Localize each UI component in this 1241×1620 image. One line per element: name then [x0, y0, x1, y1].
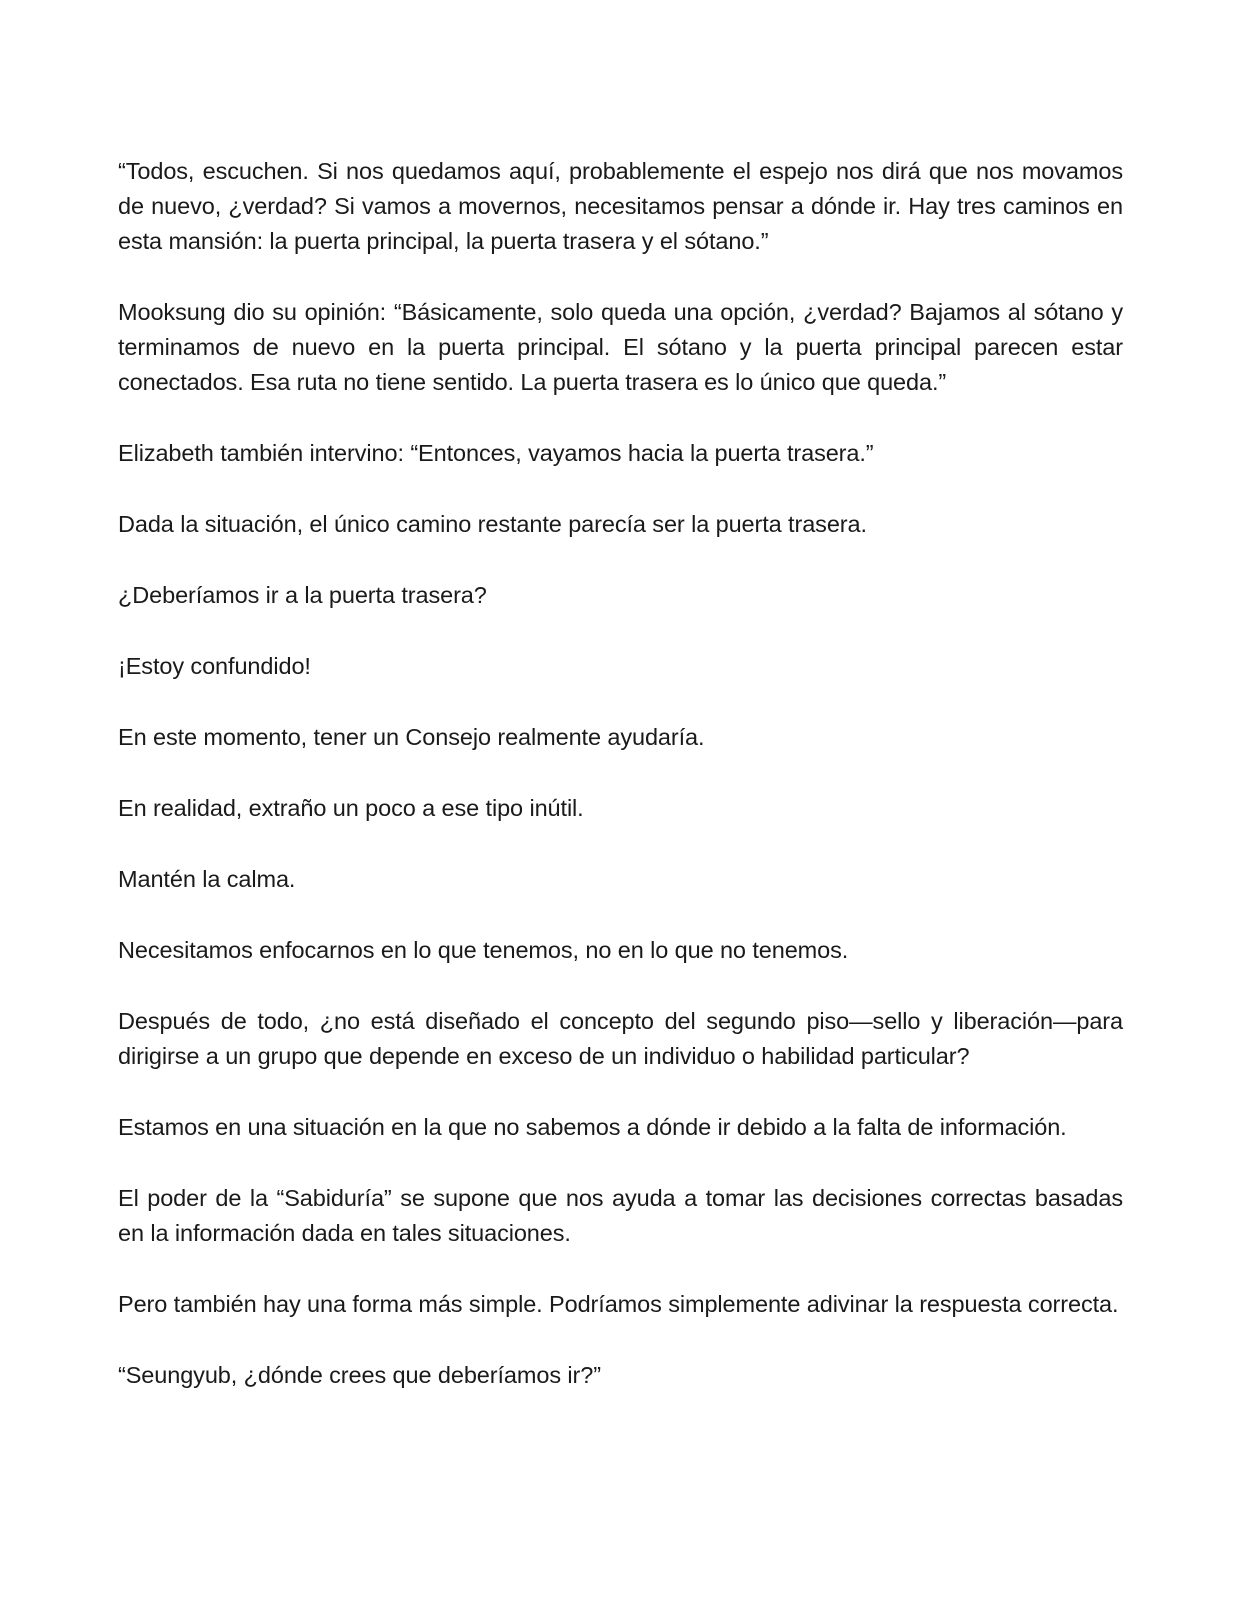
paragraph: En este momento, tener un Consejo realmente ayudaría.	[118, 724, 705, 750]
paragraph: Elizabeth también intervino: “Entonces, vayamos hacia la puerta trasera.”	[118, 440, 874, 466]
paragraph: El poder de la “Sabiduría” se supone que nos ayuda a tomar las decisiones correctas basadas en la información dada en tales situaciones.	[118, 1185, 1123, 1246]
paragraph: Mooksung dio su opinión: “Básicamente, solo queda una opción, ¿verdad? Bajamos al sótano y terminamos de nuevo en la puerta principal. El sótano y la puerta principal parecen estar conectados. Esa ruta no tiene sentido. La puerta trasera es lo único que queda.”	[118, 299, 1123, 395]
paragraph: Dada la situación, el único camino restante parecía ser la puerta trasera.	[118, 511, 867, 537]
document-body	[118, 154, 1123, 1429]
paragraph: ¿Deberíamos ir a la puerta trasera?	[118, 582, 487, 608]
paragraph: Pero también hay una forma más simple. Podríamos simplemente adivinar la respuesta correcta.	[118, 1291, 1119, 1317]
paragraph: ¡Estoy confundido!	[118, 653, 311, 679]
paragraph: Mantén la calma.	[118, 866, 296, 892]
paragraph: “Todos, escuchen. Si nos quedamos aquí, probablemente el espejo nos dirá que nos movamos de nuevo, ¿verdad? Si vamos a movernos, necesitamos pensar a dónde ir. Hay tres caminos en esta mansión: la puerta principal, la puerta trasera y el sótano.”	[118, 158, 1123, 254]
paragraph: En realidad, extraño un poco a ese tipo inútil.	[118, 795, 584, 821]
paragraph: Después de todo, ¿no está diseñado el concepto del segundo piso—sello y liberación—para dirigirse a un grupo que depende en exceso de un individuo o habilidad particular?	[118, 1008, 1123, 1069]
paragraph: “Seungyub, ¿dónde crees que deberíamos ir?”	[118, 1362, 601, 1388]
paragraph: Estamos en una situación en la que no sabemos a dónde ir debido a la falta de información.	[118, 1114, 1067, 1140]
paragraph: Necesitamos enfocarnos en lo que tenemos, no en lo que no tenemos.	[118, 937, 849, 963]
